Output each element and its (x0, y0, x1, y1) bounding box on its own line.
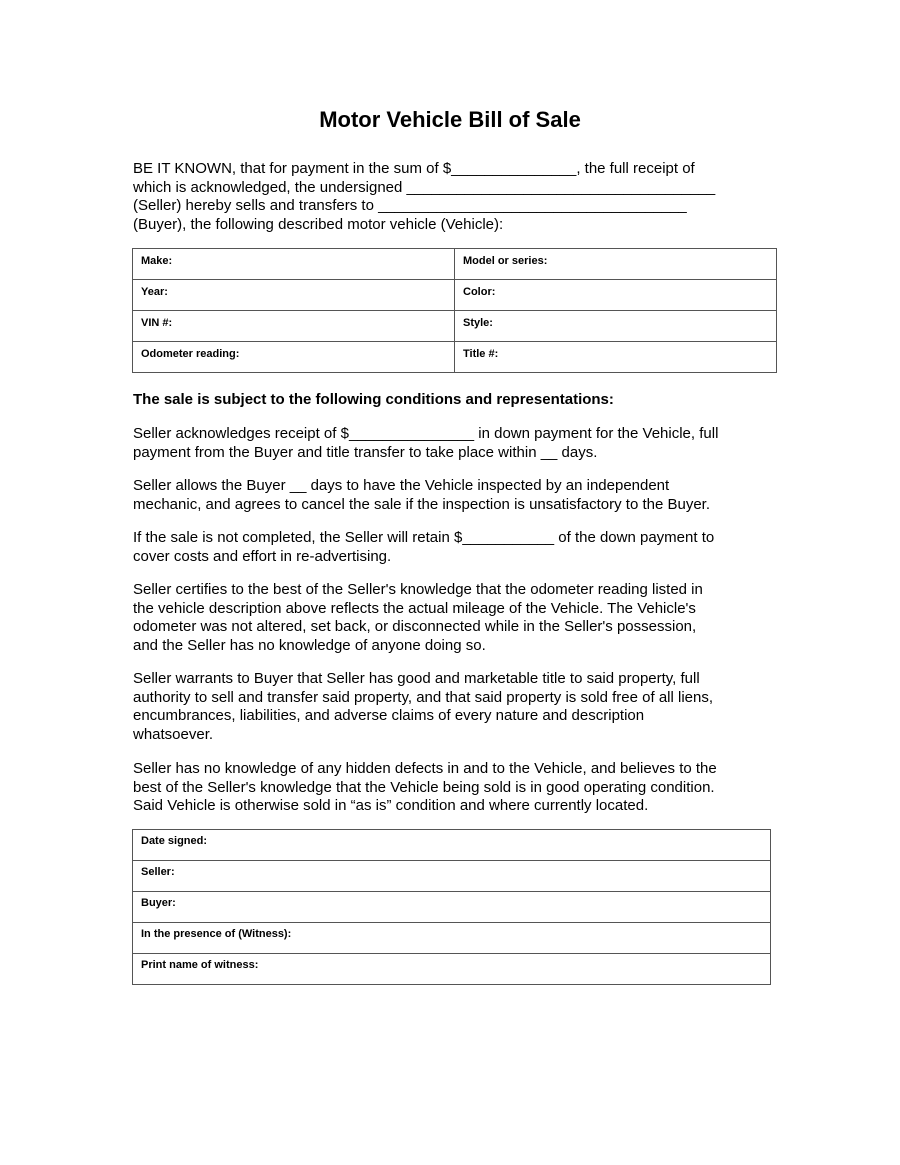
title-number-field[interactable]: Title #: (455, 342, 777, 373)
table-row (133, 249, 777, 280)
buyer-signature-field[interactable]: Buyer: (133, 892, 771, 923)
intro-paragraph: BE IT KNOWN, that for payment in the sum of $_______________, the full receipt of which is acknowledged, the undersigned _____________________________________ (Seller) hereby sells and transfers to _____________________________________ (Buyer), the following described motor vehicle (Vehicle): (133, 160, 716, 233)
table-row (133, 923, 771, 954)
date-signed-field[interactable]: Date signed: (133, 830, 771, 861)
table-row (133, 830, 771, 861)
table-row (133, 342, 777, 373)
table-row (133, 861, 771, 892)
table-row (133, 954, 771, 985)
style-field[interactable]: Style: (455, 311, 777, 342)
table-row (133, 892, 771, 923)
vin-field[interactable]: VIN #: (133, 311, 455, 342)
seller-signature-field[interactable]: Seller: (133, 861, 771, 892)
document-title: Motor Vehicle Bill of Sale (319, 107, 581, 132)
table-row (133, 280, 777, 311)
witness-signature-field[interactable]: In the presence of (Witness): (133, 923, 771, 954)
make-field[interactable]: Make: (133, 249, 455, 280)
year-field[interactable]: Year: (133, 280, 455, 311)
odometer-field[interactable]: Odometer reading: (133, 342, 455, 373)
down-payment-paragraph: Seller acknowledges receipt of $_______________ in down payment for the Vehicle, full payment from the Buyer and title transfer to take place within __ days. (133, 425, 719, 461)
signature-table (132, 829, 771, 985)
witness-name-field[interactable]: Print name of witness: (133, 954, 771, 985)
title-warranty-paragraph: Seller warrants to Buyer that Seller has good and marketable title to said property, full authority to sell and transfer said property, and that said property is sold free of all liens, encumbrances, liabilities, and adverse claims of every nature and description whatsoever. (133, 670, 714, 743)
conditions-heading: The sale is subject to the following conditions and representations: (133, 391, 614, 408)
vehicle-details-table (132, 248, 777, 373)
table-row (133, 311, 777, 342)
defects-paragraph: Seller has no knowledge of any hidden defects in and to the Vehicle, and believes to the best of the Seller's knowledge that the Vehicle being sold is in good operating condition. Said Vehicle is otherwise sold in “as is” condition and where currently located. (133, 760, 717, 814)
color-field[interactable]: Color: (455, 280, 777, 311)
retention-paragraph: If the sale is not completed, the Seller will retain $___________ of the down payment to cover costs and effort in re-advertising. (133, 529, 715, 565)
odometer-certification-paragraph: Seller certifies to the best of the Seller's knowledge that the odometer reading listed in the vehicle description above reflects the actual mileage of the Vehicle. The Vehicle's odometer was not altered, set back, or disconnected while in the Seller's possession, and the Seller has no knowledge of anyone doing so. (133, 581, 703, 654)
model-field[interactable]: Model or series: (455, 249, 777, 280)
inspection-paragraph: Seller allows the Buyer __ days to have the Vehicle inspected by an independent mechanic, and agrees to cancel the sale if the inspection is unsatisfactory to the Buyer. (133, 477, 710, 513)
